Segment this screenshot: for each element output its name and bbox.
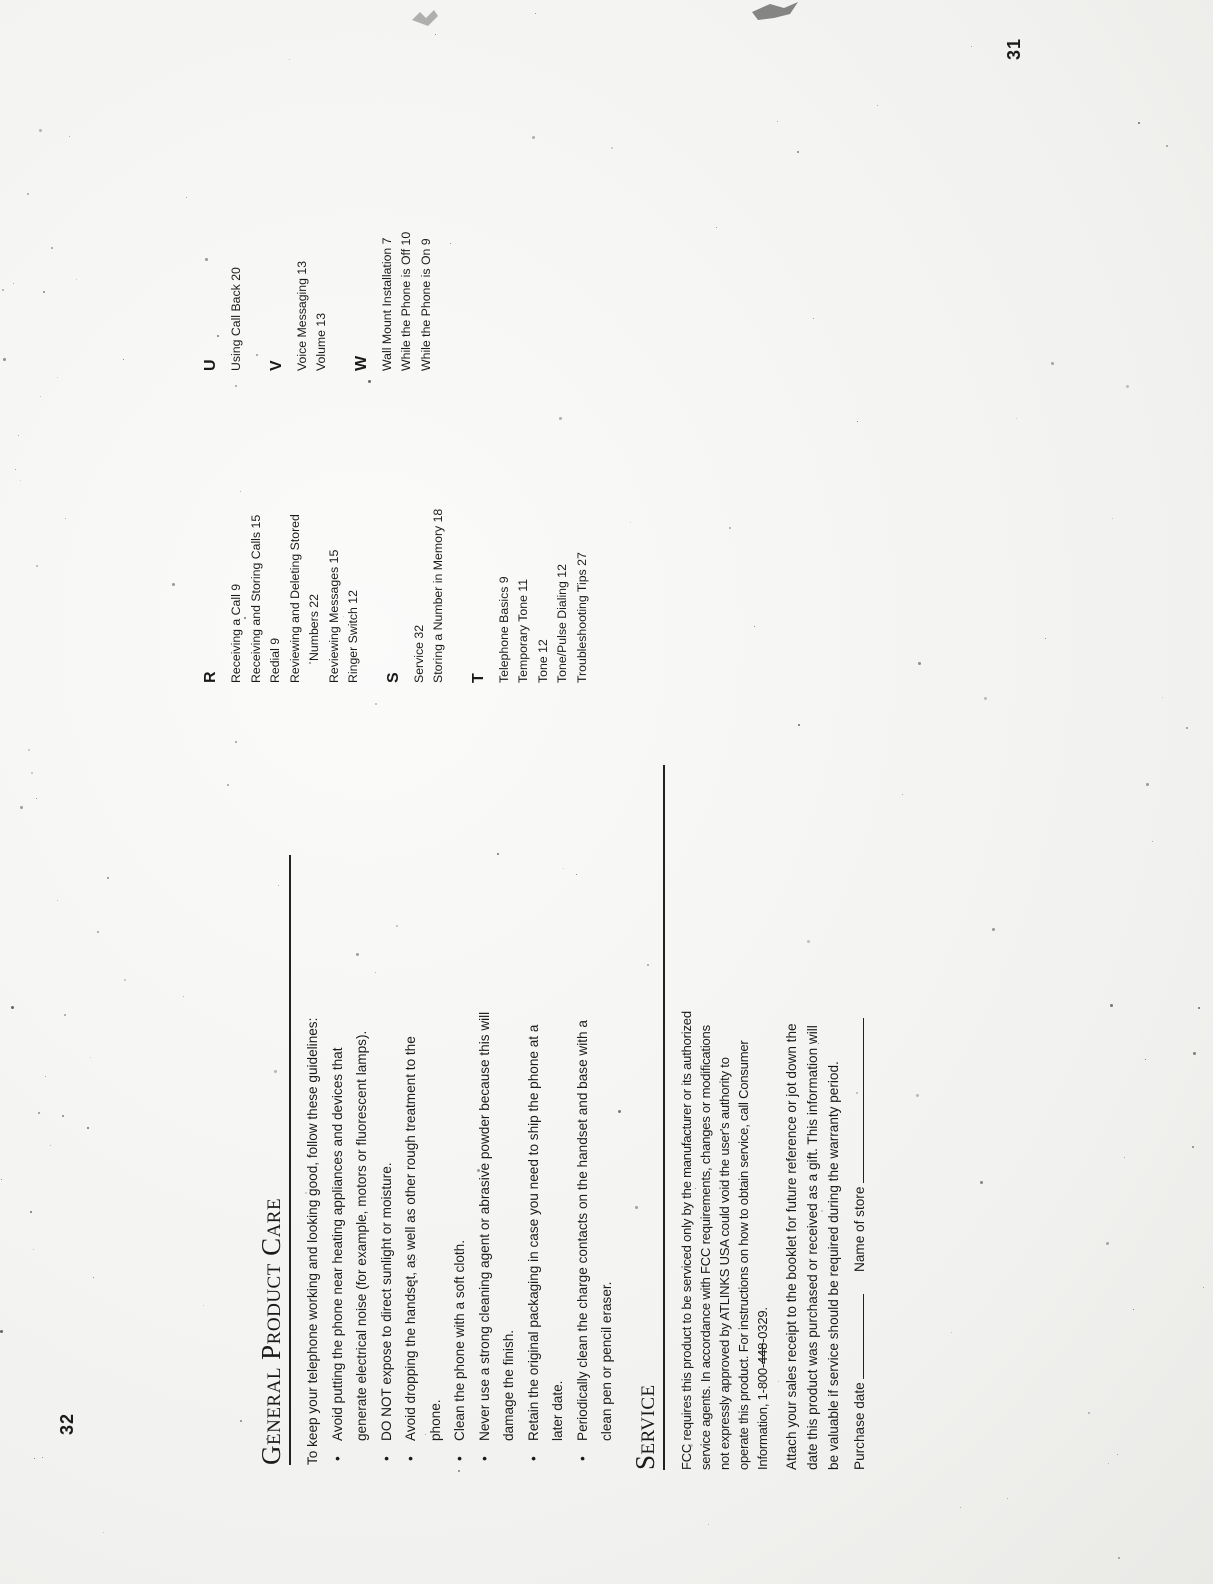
bullet-dot: • (329, 1456, 345, 1461)
bullet-dot: • (403, 1456, 418, 1461)
scan-speck (50, 1145, 51, 1146)
care-bullet-line: damage the finish. (501, 1329, 516, 1441)
fcc-line: operate this product. For instructions on how to obtain service, call Consumer (736, 1040, 751, 1470)
scan-speck (13, 283, 14, 284)
scan-speck (30, 1211, 32, 1213)
fcc-line: FCC requires this product to be serviced only by the manufacturer or its authorized (679, 1011, 694, 1470)
index-spacer (247, 232, 264, 371)
scan-speck (708, 1524, 709, 1525)
scan-speck (3, 358, 6, 361)
scan-speck (797, 151, 799, 153)
care-heading: General Product Care (256, 855, 291, 1465)
scan-speck (630, 522, 631, 523)
scan-speck (1112, 518, 1113, 519)
scan-speck (716, 227, 717, 228)
index-entry: Troubleshooting Tips 27 (574, 552, 589, 683)
scan-speck (20, 806, 23, 809)
index-letter-heading: T (469, 673, 487, 683)
care-bullet-line: Never use a strong cleaning agent or abrasive powder because this will (476, 1011, 492, 1441)
index-entry: Telephone Basics 9 (496, 576, 511, 683)
store-label: Name of store (852, 1186, 867, 1272)
scan-speck (34, 1458, 35, 1459)
index-spacer (449, 509, 466, 683)
index-entry: Receiving and Storing Calls 15 (248, 514, 263, 683)
scan-smudge (410, 6, 440, 30)
care-bullet-line: clean pen or pencil eraser. (599, 1281, 614, 1441)
scan-speck (124, 979, 126, 981)
general-product-care-section (256, 855, 620, 1465)
purchase-date-blank[interactable] (852, 1294, 864, 1379)
scan-speck (1088, 1412, 1090, 1414)
bullet-dot: • (476, 1456, 492, 1461)
scan-speck (1145, 1059, 1146, 1060)
index-entry: Receiving a Call 9 (229, 583, 243, 683)
index-entry: Tone 12 (535, 639, 550, 683)
index-spacer (364, 509, 381, 683)
scan-speck (992, 928, 995, 931)
scan-speck (65, 518, 66, 519)
scan-speck (43, 291, 45, 293)
scan-speck (857, 421, 858, 422)
index-entry: Reviewing and Deleting Stored (287, 514, 302, 683)
page-number-right: 31 (1004, 37, 1024, 60)
scan-speck (1162, 697, 1163, 698)
care-intro: To keep your telephone working and looking good, follow these guidelines: (305, 1017, 320, 1465)
care-bullet-line: Avoid putting the phone near heating appliances and devices that (329, 1047, 345, 1441)
scan-speck (27, 193, 29, 195)
scan-speck (20, 480, 21, 481)
bullet-dot: • (574, 1456, 590, 1461)
scan-speck (11, 1006, 14, 1009)
index-letter-heading: W (352, 355, 370, 371)
index-column-r-t (198, 509, 592, 683)
scan-speck (1203, 1287, 1204, 1288)
scan-speck (186, 197, 187, 198)
care-bullet (326, 855, 375, 1465)
purchase-fields (848, 765, 873, 1470)
scan-speck (36, 565, 38, 567)
scan-speck (172, 583, 175, 586)
scan-speck (1117, 1454, 1118, 1455)
scan-speck (240, 491, 241, 492)
scan-speck (1192, 1146, 1194, 1148)
fcc-phone-line: Information, 1-800-448-0329. (755, 1307, 770, 1470)
scan-speck (798, 724, 800, 726)
scan-speck (51, 247, 53, 249)
care-bullet-line: Clean the phone with a soft cloth. (452, 1239, 467, 1441)
scan-speck (1186, 727, 1188, 729)
scan-speck (87, 1127, 89, 1129)
scan-speck (1124, 1157, 1125, 1158)
index-entry: Service 32 (411, 624, 426, 683)
scan-speck (559, 417, 562, 420)
page-number-left: 32 (57, 1412, 77, 1435)
scan-speck (777, 121, 778, 122)
scan-speck (1198, 1007, 1200, 1009)
fcc-paragraph (677, 765, 753, 1470)
scan-speck (123, 359, 124, 360)
receipt-line: Attach your sales receipt to the booklet for future reference or jot down the (784, 1023, 799, 1470)
index-spacer (332, 232, 349, 371)
index-letter-heading: R (202, 671, 219, 683)
scan-speck (1106, 1242, 1109, 1245)
store-name-blank[interactable] (852, 1018, 864, 1183)
scan-speck (183, 996, 184, 997)
care-bullet-line: phone. (427, 1399, 443, 1441)
scan-speck (93, 1277, 94, 1278)
scan-speck (916, 1094, 919, 1097)
receipt-paragraph (781, 765, 844, 1470)
scan-speck (902, 794, 903, 795)
index-letter-heading: V (267, 360, 285, 371)
care-bullet (571, 855, 620, 1465)
scan-speck (1, 1179, 2, 1180)
service-section (630, 765, 873, 1470)
index-letter-heading: U (202, 359, 219, 371)
scan-speck (240, 1420, 242, 1422)
scan-speck (960, 1507, 961, 1508)
scan-speck (15, 469, 16, 470)
scan-speck (38, 1112, 40, 1114)
scan-speck (28, 749, 30, 751)
scan-speck (877, 105, 878, 106)
care-bullet-line: DO NOT expose to direct sunlight or moisture. (378, 1162, 394, 1441)
index-entry: Using Call Back 20 (229, 267, 243, 371)
bullet-dot: • (452, 1456, 467, 1461)
care-bullet-line: Avoid dropping the handset, as well as other rough treatment to the (403, 1036, 418, 1441)
scan-speck (1193, 1052, 1196, 1055)
scan-speck (1138, 122, 1140, 124)
care-bullet (375, 855, 400, 1465)
index-entry: Volume 13 (314, 312, 328, 371)
bullet-dot: • (525, 1456, 541, 1461)
scan-speck (235, 741, 237, 743)
scan-speck (1166, 145, 1168, 147)
scan-speck (227, 784, 229, 786)
scan-speck (235, 385, 237, 387)
scan-speck (62, 1115, 64, 1117)
scan-speck (450, 243, 451, 244)
scan-speck (90, 1057, 91, 1058)
scan-speck (69, 136, 70, 137)
scan-speck (1126, 385, 1129, 388)
scan-speck (33, 1249, 34, 1250)
scan-speck (532, 136, 535, 139)
scan-speck (1133, 1309, 1134, 1310)
scan-speck (1051, 362, 1054, 365)
receipt-line: date this product was purchased or received as a gift. This information will (805, 1025, 820, 1470)
scan-speck (951, 1332, 952, 1333)
scan-speck (64, 1014, 66, 1016)
scan-speck (1146, 783, 1149, 786)
scan-speck (458, 1470, 460, 1472)
scan-speck (2, 289, 4, 291)
care-bullet-line: generate electrical noise (for example, motors or fluorescent lamps). (354, 1030, 369, 1441)
index-entry: While the Phone is On 9 (418, 238, 433, 371)
scan-speck (729, 527, 731, 529)
scan-speck (45, 1076, 46, 1077)
scan-speck (97, 931, 99, 933)
scan-speck (1118, 1557, 1120, 1559)
index-entry: Ringer Switch 12 (346, 590, 360, 683)
scan-speck (1007, 1498, 1008, 1499)
scan-speck (31, 772, 33, 774)
index-entry: Temporary Tone 11 (516, 578, 530, 683)
scan-speck (42, 1457, 43, 1458)
scan-speck (1016, 418, 1017, 419)
scan-speck (813, 318, 814, 319)
scan-speck (1110, 1004, 1113, 1007)
service-body (677, 765, 873, 1470)
scan-speck (611, 147, 613, 149)
care-bullet (399, 855, 448, 1465)
index-entry: Reviewing Messages 15 (326, 549, 341, 683)
care-bullet (473, 855, 522, 1465)
care-bullet (522, 855, 571, 1465)
scan-speck (754, 626, 755, 627)
scan-speck (918, 662, 921, 665)
index-entry: While the Phone is Off 10 (399, 231, 413, 371)
care-bullet-line: Retain the original packaging in case you need to ship the phone at a (525, 1024, 541, 1441)
scan-speck (36, 798, 37, 799)
care-bullet-line: later date. (550, 1380, 565, 1441)
index-entry: Wall Mount Installation 7 (379, 237, 394, 371)
index-entry: Numbers 22 (307, 594, 321, 661)
scan-speck (18, 435, 19, 436)
scan-speck (39, 129, 42, 132)
scan-smudge (750, 0, 800, 22)
index-entry: Tone/Pulse Dialing 12 (555, 564, 569, 683)
scan-speck (107, 877, 109, 879)
scan-speck (289, 59, 290, 60)
care-body (301, 855, 620, 1465)
scan-speck (368, 380, 371, 383)
care-bullet (448, 855, 473, 1465)
scan-speck (1045, 638, 1046, 639)
care-bullet-line: Periodically clean the charge contacts on the handset and base with a (574, 1020, 590, 1441)
index-letter-heading: S (384, 672, 402, 683)
fcc-line: not expressly approved by ATLINKS USA could void the user's authority to (717, 1057, 732, 1470)
scan-speck (57, 900, 58, 901)
fcc-line: service agents. In accordance with FCC requirements, changes or modifications (698, 1025, 713, 1470)
scan-speck (435, 34, 436, 35)
index-column-u-w (198, 232, 436, 371)
scan-speck (984, 697, 987, 700)
receipt-line: be valuable if service should be required during the warranty period. (826, 1061, 841, 1470)
purchase-date-label: Purchase date (852, 1382, 867, 1470)
struck-digits: 448 (755, 1342, 770, 1364)
scan-speck (103, 1532, 104, 1533)
index-entry: Voice Messaging 13 (294, 260, 309, 371)
scan-speck (203, 1305, 204, 1306)
scan-speck (1108, 1463, 1109, 1464)
index-entry: Storing a Number in Memory 18 (431, 508, 445, 683)
scan-speck (40, 396, 41, 397)
scan-speck (971, 46, 972, 47)
scan-speck (57, 377, 58, 378)
scan-speck (76, 279, 77, 280)
scan-speck (0, 1330, 3, 1333)
index-entry: Redial 9 (268, 637, 282, 683)
scan-speck (1152, 841, 1153, 842)
service-heading: Service (630, 765, 665, 1470)
scan-speck (375, 703, 377, 705)
scan-speck (535, 13, 536, 14)
scan-speck (980, 1181, 983, 1184)
bullet-dot: • (378, 1456, 394, 1461)
